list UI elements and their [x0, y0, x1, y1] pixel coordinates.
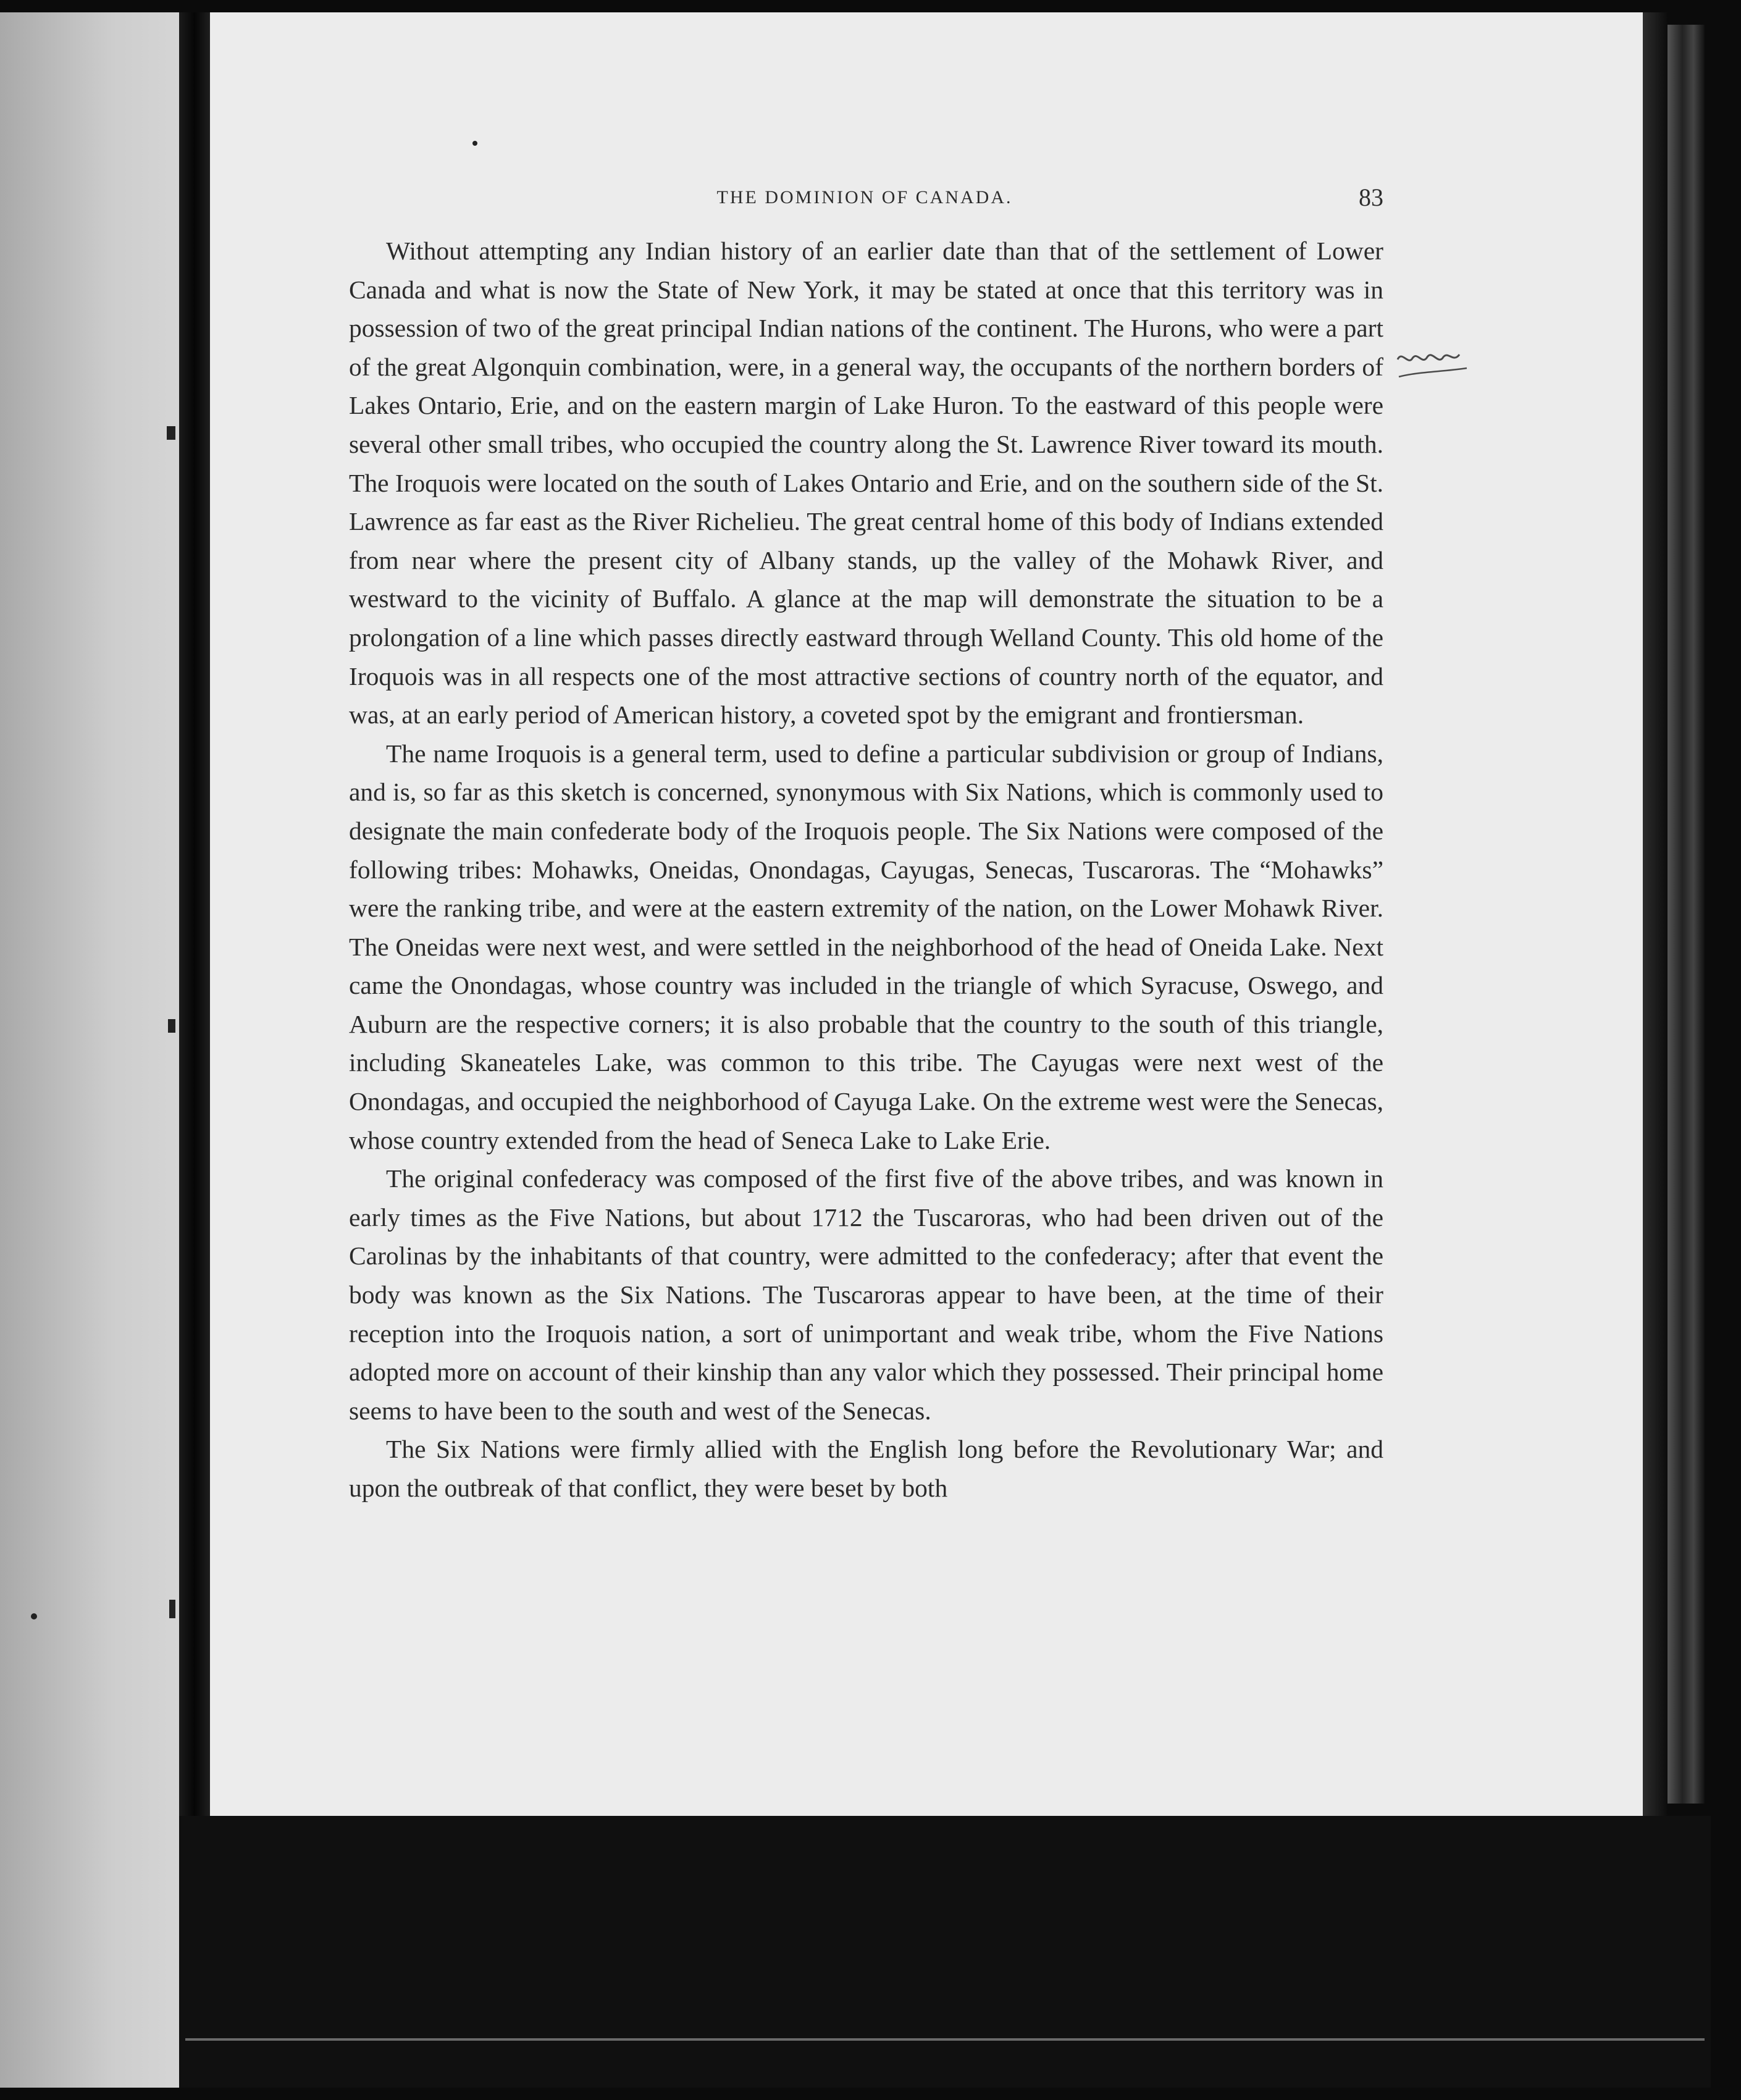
- paragraph: The Six Nations were firmly allied with the English long before the Revolutionary War; and upon the outbreak of that conflict, they were beset by both: [349, 1435, 1383, 1502]
- left-page: [0, 12, 204, 2088]
- bottom-edge-line: [185, 2038, 1705, 2041]
- page-stack-edge: [1668, 25, 1705, 1804]
- binding-mark: [169, 1600, 175, 1618]
- page-edge: [1643, 12, 1668, 1816]
- paragraph: The original confederacy was composed of the first five of the above tribes, and was known in early times as the Five Nations, but about 1712 the Tuscaroras, who had been driven out of the Carolinas by the inhabitants of that country, were admitted to the confederacy; after that event the body was known as the Six Nations. The Tuscaroras appear to have been, at the time of their reception into the Iroquois nation, a sort of unimportant and weak tribe, whom the Five Nations adopted more on account of their kinship than any valor which they possessed. Their principal home seems to have been to the south and west of the Senecas.: [349, 1164, 1383, 1425]
- speck: [31, 1613, 37, 1619]
- handwriting-scribble: [1393, 341, 1473, 390]
- book-gutter: [179, 12, 210, 2088]
- running-head: THE DOMINION OF CANADA.: [716, 187, 1013, 208]
- paragraph: Without attempting any Indian history of an earlier date than that of the settlement of Lower Canada and what is now the State of New York, it may be stated at once that this territory was in possession of two of the great principal Indian nations of the continent. The Hurons, who were a part of the great Algonquin combination, were, in a general way, the occupants of the northern borders of Lakes Ontario, Erie, and on the eastern margin of Lake Huron. To the eastward of this people were several other small tribes, who occupied the country along the St. Lawrence River toward its mouth. The Iroquois were located on the south of Lakes Ontario and Erie, and on the southern side of the St. Lawrence as far east as the River Richelieu. The great central home of this body of Indians extended from near where the present city of Albany stands, up the valley of the Mohawk River, and westward to the vicinity of Buffalo. A glance at the map will demonstrate the situation to be a prolongation of a line which passes directly eastward through Welland County. This old home of the Iroquois was in all respects one of the most attractive sections of country north of the equator, and was, at an early period of American history, a coveted spot by the emigrant and frontiersman.: [349, 237, 1383, 729]
- body-text: [349, 232, 1383, 1788]
- paragraph: The name Iroquois is a general term, used to define a particular subdivision or group of Indians, and is, so far as this sketch is concerned, synonymous with Six Nations, which is commonly used to designate the main confederate body of the Iroquois people. The Six Nations were composed of the following tribes: Mohawks, Oneidas, Onondagas, Cayugas, Senecas, Tuscaroras. The “Mohawks” were the ranking tribe, and were at the eastern extremity of the nation, on the Lower Mohawk River. The Oneidas were next west, and were settled in the neighborhood of the head of Oneida Lake. Next came the Onondagas, whose country was included in the triangle of which Syracuse, Oswego, and Auburn are the respective corners; it is also probable that the country to the south of this triangle, including Skaneateles Lake, was common to this tribe. The Cayugas were next west of the Onondagas, and occupied the neighborhood of Cayuga Lake. On the extreme west were the Senecas, whose country extended from the head of Seneca Lake to Lake Erie.: [349, 739, 1383, 1154]
- binding-mark: [168, 1019, 175, 1033]
- binding-mark: [167, 426, 175, 440]
- bottom-shadow: [179, 1816, 1711, 2088]
- handwritten-margin-note: [1393, 341, 1473, 390]
- speck: [472, 141, 477, 146]
- page-number: 83: [1359, 183, 1383, 211]
